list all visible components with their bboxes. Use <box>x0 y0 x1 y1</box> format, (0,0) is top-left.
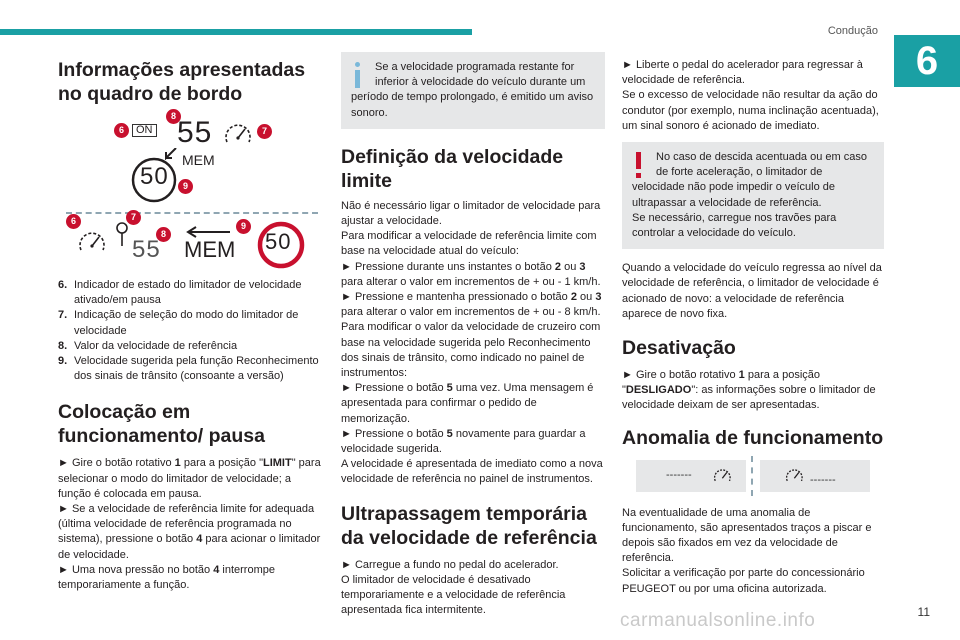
callout-badge: 7 <box>126 210 141 225</box>
paragraph: ► Uma nova pressão no botão 4 interrompe temporariamente a função. <box>58 563 275 592</box>
chapter-number: 6 <box>894 35 960 87</box>
heading-start-pause: Colocação em funcionamento/ pausa <box>58 401 265 448</box>
callout-badge: 6 <box>66 214 81 229</box>
heading-dashboard-info: Informações apresentadas no quadro de bordo <box>58 59 306 105</box>
malfunction-figure <box>622 460 884 492</box>
paragraph: O limitador de velocidade é desativado temporariamente e a velocidade de referência apresentada fica intermitente. <box>341 573 566 617</box>
paragraph: ► Gire o botão rotativo 1 para a posição "LIMIT" para selecionar o modo do limitador de velocidade; a função é colocada em pausa. <box>58 457 321 500</box>
list-item: 7. Indicação de seleção do modo do limitador de velocidade <box>58 309 299 337</box>
speed-limit-value: 50 <box>265 229 292 254</box>
header-accent-bar <box>0 29 472 35</box>
paragraph: ► Gire o botão rotativo 1 para a posição "DESLIGADO": as informações sobre o limitador de velocidade deixam de ser apresentadas. <box>622 369 876 412</box>
paragraph: ► Pressione durante uns instantes o botão 2 ou 3 para alterar o valor em incrementos de + ou - 1 km/h. <box>341 260 601 288</box>
speedometer-icon <box>222 120 256 146</box>
column-right <box>622 58 884 597</box>
dashboard-figure-bottom <box>58 214 326 270</box>
paragraph: Para modificar o valor da velocidade de cruzeiro com base na velocidade sugerida pelo Reconhecimento dos sinais de trânsito, como indicado no painel de instrumentos: <box>341 321 601 380</box>
paragraph: Se o excesso de velocidade não resultar da ação do condutor (por exemplo, numa inclinação acentuada), um sinal sonoro é acionado de imediato. <box>622 89 879 132</box>
warning-text: No caso de descida acentuada ou em caso de forte aceleração, o limitador de velocidade não pode impedir o veículo de ultrapassar a velocidade de referência. <box>632 151 867 209</box>
flashing-dashes: ------- <box>810 473 836 486</box>
legend-list <box>58 278 326 384</box>
callout-badge: 8 <box>166 109 181 124</box>
heading-malfunction: Anomalia de funcionamento <box>622 426 884 449</box>
section-title: Condução <box>827 25 878 37</box>
speedometer-icon <box>784 466 806 484</box>
callout-badge: 7 <box>257 124 272 139</box>
info-icon <box>351 62 365 88</box>
reference-speed-value: 55 <box>177 116 213 149</box>
callout-badge: 6 <box>114 123 129 138</box>
paragraph: Não é necessário ligar o limitador de velocidade para ajustar a velocidade. <box>341 199 601 228</box>
figure-divider <box>751 456 753 496</box>
paragraph: Solicitar a verificação por parte do concessionário PEUGEOT ou por uma oficina autorizada. <box>622 567 865 595</box>
paragraph: ► Carregue a fundo no pedal do acelerador. <box>341 558 559 571</box>
paragraph: ► Pressione o botão 5 novamente para guardar a velocidade sugerida. <box>341 427 586 456</box>
callout-badge: 8 <box>156 227 171 242</box>
on-indicator: ON <box>132 124 157 137</box>
flashing-dashes: ------- <box>666 468 692 481</box>
suggested-speed-value: 50 <box>140 163 169 190</box>
paragraph: Para modificar a velocidade de referência limite com base na velocidade atual do veículo: <box>341 230 597 258</box>
reference-speed-value: 55 <box>132 236 161 263</box>
info-text: Se a velocidade programada restante for inferior à velocidade do veículo durante um período de tempo prolongado, é emitido um aviso sonoro. <box>351 61 594 119</box>
speedometer-icon <box>76 228 110 254</box>
list-item: 6. Indicador de estado do limitador de velocidade ativado/em pausa <box>58 279 302 307</box>
mem-label: MEM <box>182 152 215 168</box>
watermark: carmanualsonline.info <box>620 610 816 631</box>
list-item: 9. Velocidade sugerida pela função Reconhecimento dos sinais de trânsito (consoante a versão) <box>58 355 319 383</box>
heading-set-limit: Definição da velocidade limite <box>341 145 564 192</box>
figure-divider <box>58 206 326 214</box>
column-middle <box>341 52 605 618</box>
paragraph: A velocidade é apresentada de imediato como a nova velocidade de referência no painel de instrumentos. <box>341 458 603 486</box>
warning-text: Se necessário, carregue nos travões para controlar a velocidade do veículo. <box>632 211 837 240</box>
list-item: 8. Valor da velocidade de referência <box>58 339 238 352</box>
callout-badge: 9 <box>178 179 193 194</box>
paragraph: Quando a velocidade do veículo regressa ao nível da velocidade de referência, o limitador de velocidade é acionado de novo: a velocidade de referência aparece de novo fixa. <box>622 262 882 320</box>
warning-box <box>622 142 884 249</box>
paragraph: ► Liberte o pedal do acelerador para regressar à velocidade de referência. <box>622 59 863 87</box>
paragraph: ► Pressione o botão 5 uma vez. Uma mensagem é apresentada para confirmar o pedido de memorização. <box>341 382 594 425</box>
paragraph: ► Se a velocidade de referência limite for adequada (última velocidade de referência programada no sistema), pressione o botão 4 para acionar o limitador de velocidade. <box>58 503 321 561</box>
mem-label: MEM <box>184 237 236 262</box>
paragraph: Na eventualidade de uma anomalia de funcionamento, são apresentados traços a piscar e depois são fixados em vez da velocidade de referência. <box>622 506 872 565</box>
heading-deactivation: Desativação <box>622 337 736 360</box>
malfunction-display-a <box>636 460 746 492</box>
info-box <box>341 52 605 129</box>
paragraph: ► Pressione e mantenha pressionado o botão 2 ou 3 para alterar o valor em incrementos de + ou - 8 km/h. <box>341 291 602 319</box>
page-number: 11 <box>917 605 930 619</box>
speedometer-icon <box>712 466 734 484</box>
limiter-mode-icon <box>114 222 130 248</box>
heading-temporary-overspeed: Ultrapassagem temporária da velocidade de referência <box>341 502 597 549</box>
malfunction-display-b <box>760 460 870 492</box>
column-left <box>58 58 326 593</box>
warning-icon <box>632 152 646 178</box>
callout-badge: 9 <box>236 219 251 234</box>
